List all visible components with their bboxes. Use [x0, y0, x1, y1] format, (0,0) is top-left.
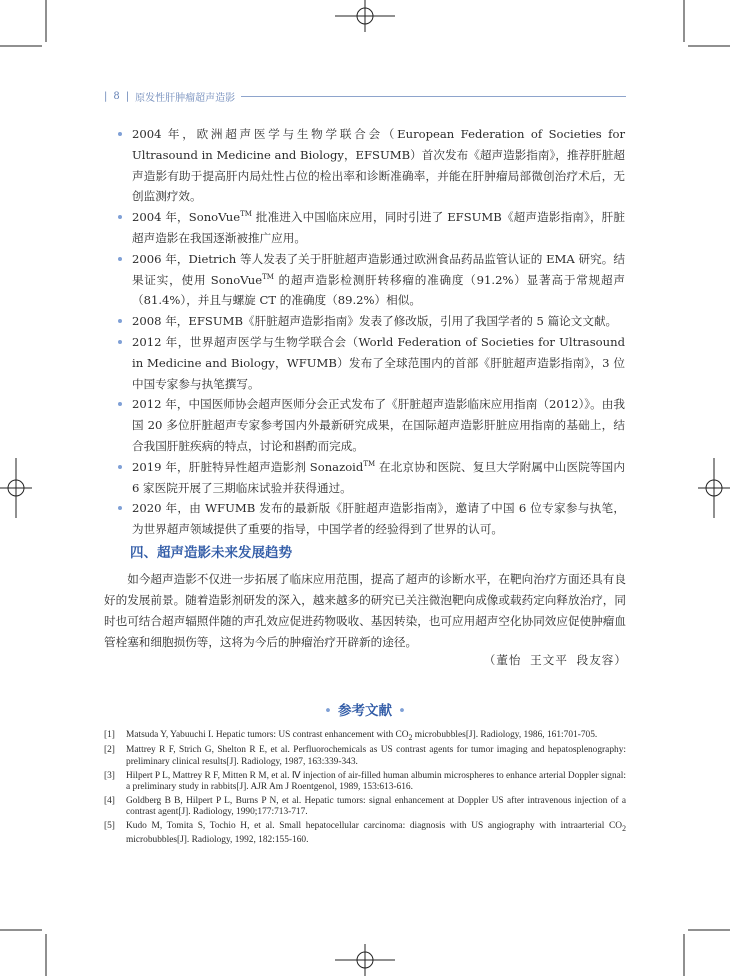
author-credit: （董怡 王文平 段友容）	[483, 653, 627, 667]
list-item-text: 2019 年，肝脏特异性超声造影剂 Sonazoid	[132, 459, 364, 474]
reference-number: [5]	[104, 821, 115, 832]
reference-text: Goldberg B B, Hilpert P L, Burns P N, et al. Hepatic tumors: signal enhancement at Doppler US after intravenous injection of a contrast agent[J]. Radiology, 1990;177:713-717.	[126, 795, 626, 818]
body-paragraph: 如今超声造影不仅进一步拓展了临床应用范围，提高了超声的诊断水平，在靶向治疗方面还具有良好的发展前景。随着造影剂研发的深入，越来越多的研究已关注微泡靶向成像或载药定向释放治疗，同时也可结合超声辐照伴随的声孔效应促进药物吸收、基因转染，也可应用超声空化协同效应促使肿瘤血管栓塞和细胞损伤等，这将为今后的肿瘤治疗开辟新的途径。	[104, 572, 626, 649]
list-item	[117, 249, 625, 311]
section-heading: 四、超声造影未来发展趋势	[130, 545, 292, 561]
list-item-text: 的超声造影检测肝转移瘤的准确度（91.2%）显著高于常规超声（81.4%），并且与螺旋 CT 的准确度（89.2%）相似。	[132, 272, 625, 308]
reference-number: [4]	[104, 795, 115, 806]
list-item-text: 2020 年，由 WFUMB 发布的最新版《肝脏超声造影指南》，邀请了中国 6 位专家参与执笔，为世界超声领域提供了重要的指导，中国学者的经验得到了世界的认可。	[132, 501, 625, 537]
list-item-text: 2008 年，EFSUMB《肝脏超声造影指南》发表了修改版，引用了我国学者的 5 篇论文文献。	[132, 314, 618, 329]
page-number: 8	[113, 90, 120, 102]
book-title: 原发性肝肿瘤超声造影	[135, 92, 236, 104]
reference-item	[104, 730, 626, 743]
list-item	[117, 311, 625, 332]
list-item-text: 批准进入中国临床应用，同时引进了 EFSUMB《超声造影指南》，肝脏超声造影在我国逐渐被推广应用。	[132, 210, 625, 245]
trademark-superscript: TM	[240, 210, 252, 219]
list-item	[117, 457, 625, 499]
trademark-superscript: TM	[262, 272, 274, 281]
reference-text: Matsuda Y, Yabuuchi I. Hepatic tumors: US contrast enhancement with $CO_2$ microbubbles[J]. Radiology, 1986, 161:701-705.	[126, 730, 598, 742]
history-list	[117, 124, 625, 540]
reference-item	[104, 821, 626, 846]
list-item	[117, 124, 625, 207]
reference-number: [1]	[104, 730, 115, 740]
subscript: 2	[408, 732, 413, 742]
list-item-text: 2004 年，SonoVue	[132, 210, 241, 225]
bullet-dot-icon: •	[398, 703, 406, 719]
list-item	[117, 498, 625, 540]
list-item-text: 2006 年，Dietrich 等人发表了关于肝脏超声造影通过欧洲食品药品监管认证的 EMA 研究。结果证实，使用 SonoVue	[132, 251, 625, 287]
header-divider-bar: |	[104, 90, 108, 102]
header-divider-bar: |	[125, 90, 130, 102]
references-heading	[0, 699, 730, 719]
reference-text: Hilpert P L, Mattrey R F, Mitten R M, et al. Ⅳ injection of air-filled human albumin microspheres to enhance arterial Doppler signal: a preliminary study in rabbits[J]. AJR Am J Roentgenol, 1989, 153:613-616.	[126, 770, 626, 793]
list-item-text: 在北京协和医院、复旦大学附属中山医院等国内 6 家医院开展了三期临床试验并获得通过。	[132, 459, 625, 495]
list-item	[117, 207, 625, 249]
list-item-text: 2004 年，欧洲超声医学与生物学联合会（European Federation of Societies for Ultrasound in Medicine and Biology，EFSUMB）首次发布《超声造影指南》，推荐肝脏超声造影有助于提高肝内局灶性占位的检出率和诊断准确率，并能在肝肿瘤局部微创治疗术后，无创监测疗效。	[132, 127, 625, 204]
list-item	[117, 394, 625, 456]
reference-item	[104, 796, 626, 819]
reference-text: Kudo M, Tomita S, Tochio H, et al. Small hepatocellular carcinoma: diagnosis with US angiography with intraarterial $CO_2$ microbubbles[J]. Radiology, 1992, 182:155-160.	[126, 821, 626, 845]
subscript: 2	[622, 823, 626, 833]
reference-item	[104, 745, 626, 768]
reference-item	[104, 771, 626, 794]
list-item-text: 2012 年，世界超声医学与生物学联合会（World Federation of Societies for Ultrasound in Medicine and Biology，WFUMB）发布了全球范围内的首部《肝脏超声造影指南》，3 位中国专家参与执笔撰写。	[132, 334, 625, 391]
running-header	[104, 89, 626, 103]
reference-number: [3]	[104, 770, 115, 781]
header-rule	[241, 96, 626, 97]
reference-list	[104, 730, 626, 848]
trademark-superscript: TM	[363, 459, 376, 468]
references-heading-text: 参考文献	[338, 703, 392, 719]
list-item-text: 2012 年，中国医师协会超声医师分会正式发布了《肝脏超声造影临床应用指南（2012）》。由我国 20 多位肝脏超声专家参考国内外最新研究成果，在国际超声造影肝脏应用指南的基础上，结合我国肝脏疾病的特点，讨论和斟酌而完成。	[132, 397, 625, 453]
reference-text: Mattrey R F, Strich G, Shelton R E, et al. Perfluorochemicals as US contrast agents for tumor imaging and hepatosplenography: preliminary clinical results[J]. Radiology, 1987, 163:339-343.	[126, 745, 626, 768]
bullet-dot-icon: •	[324, 703, 332, 719]
reference-number: [2]	[104, 745, 115, 756]
list-item	[117, 332, 625, 394]
